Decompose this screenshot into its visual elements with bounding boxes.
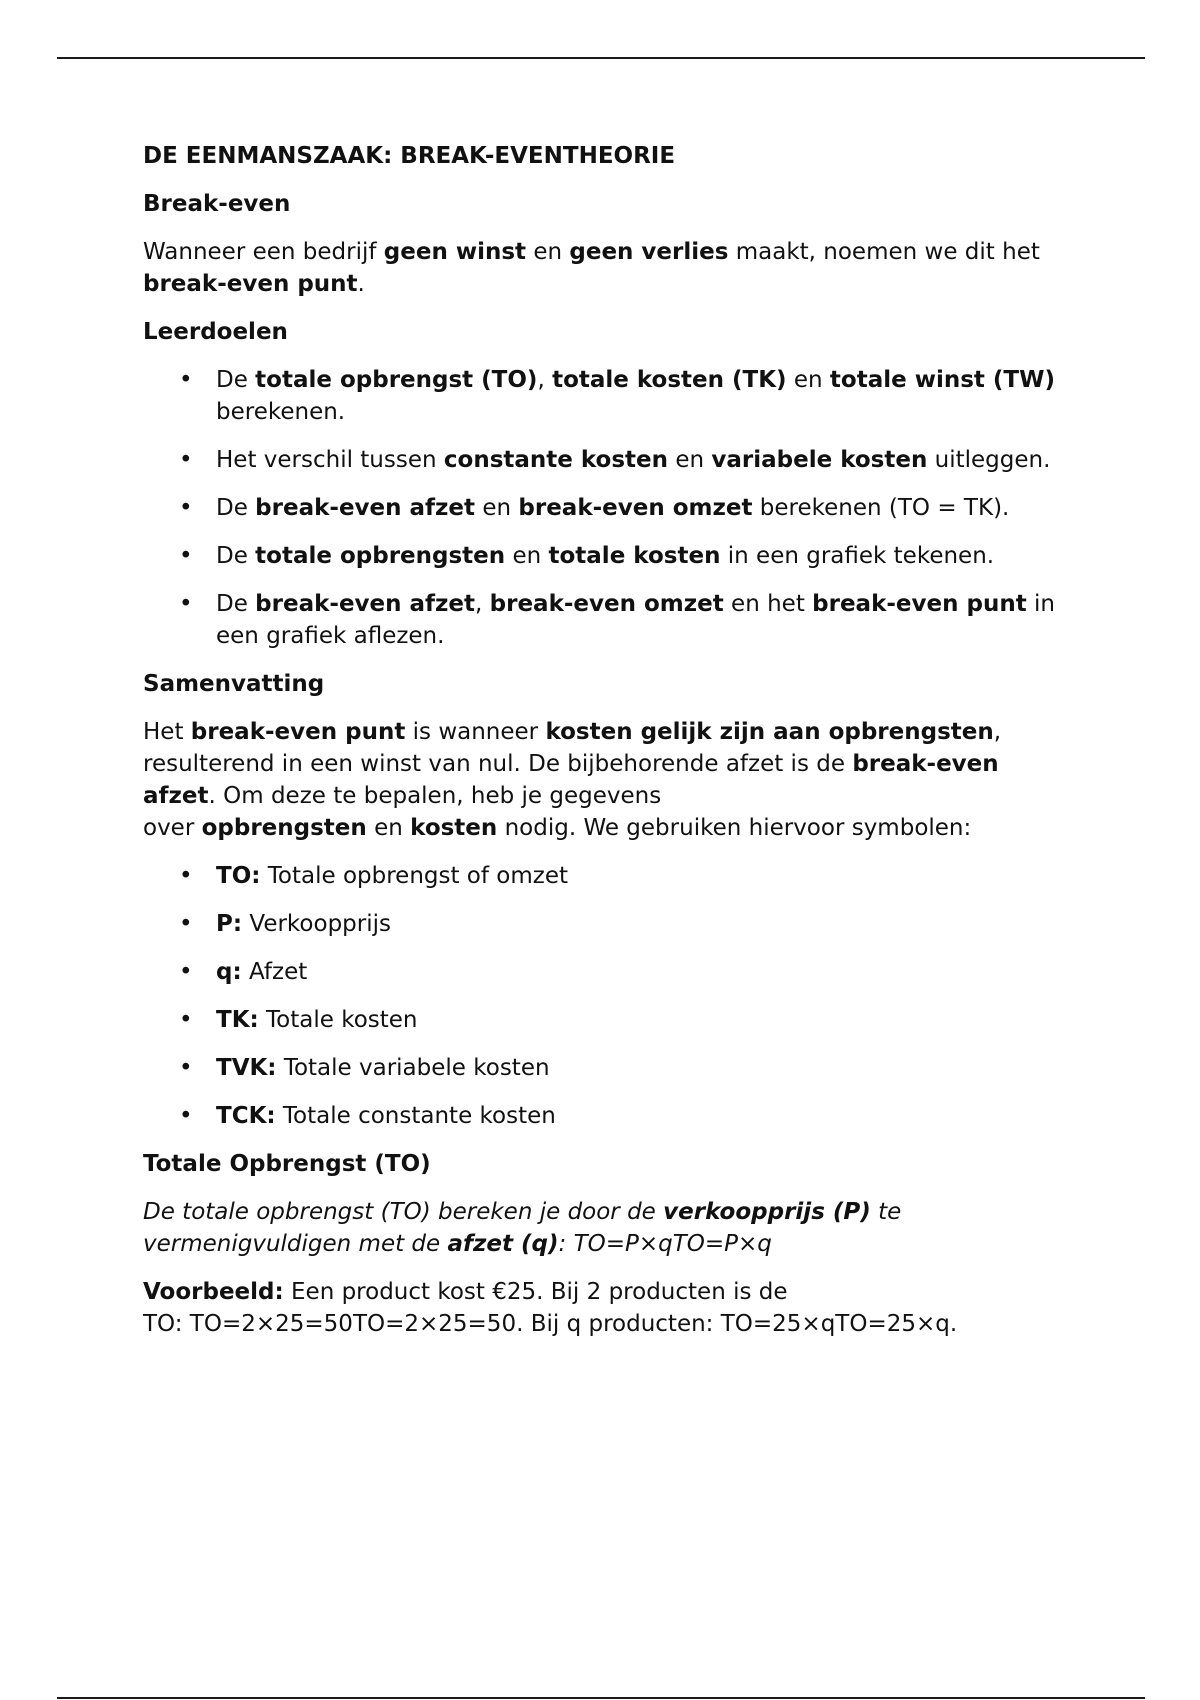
- list-item: • P: Verkoopprijs: [143, 908, 1073, 940]
- list-item: • TK: Totale kosten: [143, 1004, 1073, 1036]
- list-item: • De break-even afzet, break-even omzet en het break-even punt in een grafiek aflezen.: [143, 588, 1073, 652]
- document-title: DE EENMANSZAAK: BREAK-EVENTHEORIE: [143, 143, 676, 169]
- list-item: • TO: Totale opbrengst of omzet: [143, 860, 1073, 892]
- section-heading-leerdoelen: Leerdoelen: [143, 319, 288, 345]
- section-heading-break-even: Break-even: [143, 191, 291, 217]
- bottom-rule: [57, 1697, 1145, 1699]
- voorbeeld-paragraph: Voorbeeld: Een product kost €25. Bij 2 producten is de TO: TO=2×25=50TO=2×25=50. Bij q producten: TO=25×qTO=25×q.: [143, 1279, 958, 1337]
- list-item: • q: Afzet: [143, 956, 1073, 988]
- symbols-list: [143, 860, 1073, 1132]
- samenvatting-paragraph: Het break-even punt is wanneer kosten gelijk zijn aan opbrengsten, resulterend in een winst van nul. De bijbehorende afzet is de break-even afzet. Om deze te bepalen, heb je gegevens over opbrengsten en kosten nodig. We gebruiken hiervoor symbolen:: [143, 719, 1002, 841]
- list-item: • Het verschil tussen constante kosten en variabele kosten uitleggen.: [143, 444, 1073, 476]
- list-item: • TVK: Totale variabele kosten: [143, 1052, 1073, 1084]
- document-body: [143, 140, 1073, 1356]
- list-item: • De totale opbrengsten en totale kosten in een grafiek tekenen.: [143, 540, 1073, 572]
- section-heading-totale-opbrengst: Totale Opbrengst (TO): [143, 1151, 431, 1177]
- totale-opbrengst-formula: De totale opbrengst (TO) bereken je door de verkoopprijs (P) te vermenigvuldigen met de afzet (q): TO=P×qTO=P×q: [143, 1199, 902, 1257]
- top-rule: [57, 57, 1145, 59]
- leerdoelen-list: [143, 364, 1073, 652]
- break-even-paragraph: Wanneer een bedrijf geen winst en geen verlies maakt, noemen we dit het break-even punt.: [143, 239, 1040, 297]
- list-item: • De totale opbrengst (TO), totale kosten (TK) en totale winst (TW) berekenen.: [143, 364, 1073, 428]
- list-item: • De break-even afzet en break-even omzet berekenen (TO = TK).: [143, 492, 1073, 524]
- list-item: • TCK: Totale constante kosten: [143, 1100, 1073, 1132]
- section-heading-samenvatting: Samenvatting: [143, 671, 325, 697]
